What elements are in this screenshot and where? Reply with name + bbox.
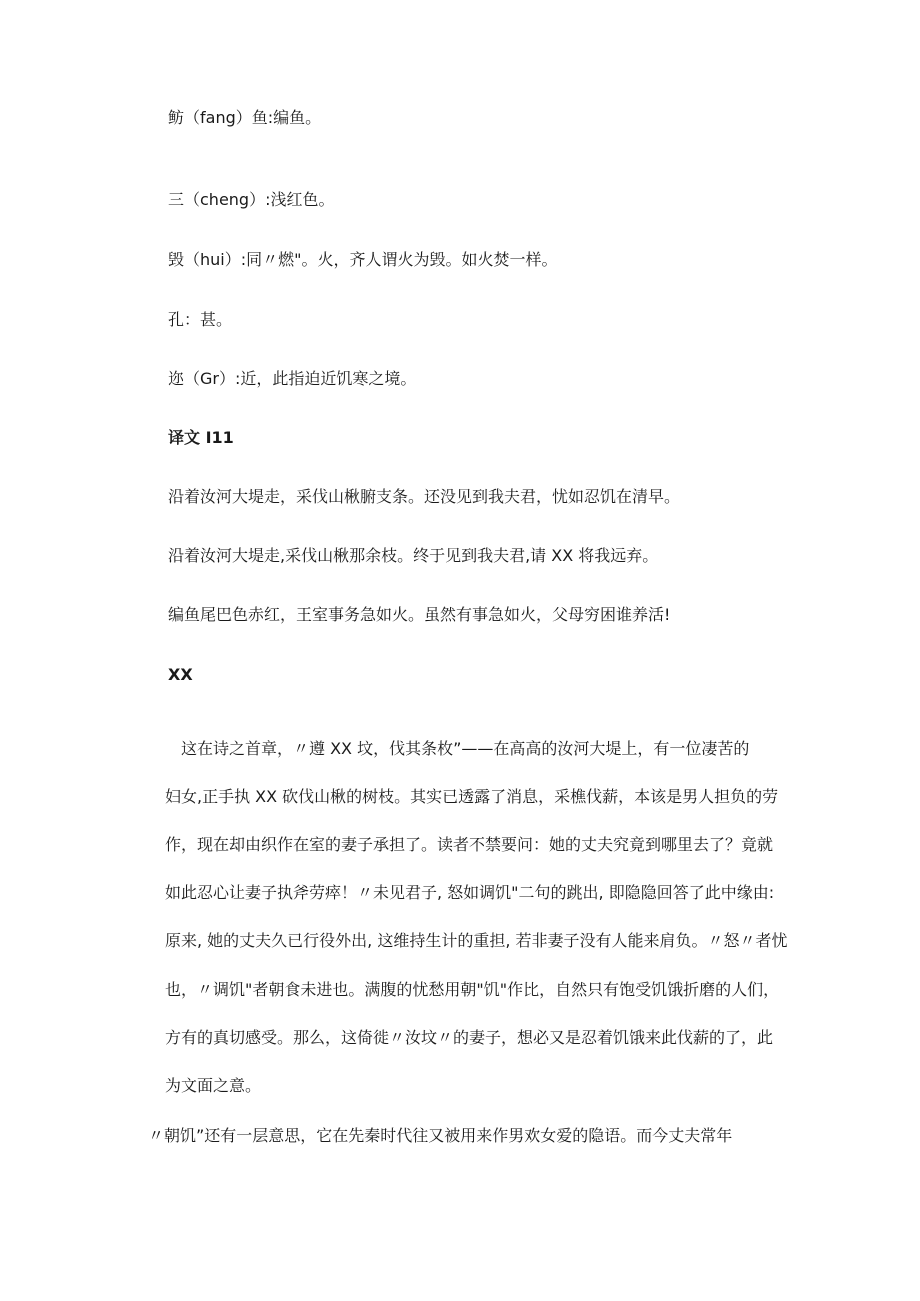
analysis-line-2: 妇女,正手执 XX 砍伐山楸的树枝。其实已透露了消息，采樵伐薪，本该是男人担负的劳 bbox=[165, 787, 779, 806]
translation-heading: 译文 I11 bbox=[168, 428, 234, 447]
analysis-heading: XX bbox=[168, 665, 193, 684]
translation-line-3: 编鱼尾巴色赤红，王室事务急如火。虽然有事急如火，父母穷困谁养活! bbox=[168, 605, 671, 624]
translation-line-2: 沿着汝河大堤走,采伐山楸那余枝。终于见到我夫君,请 XX 将我远弃。 bbox=[168, 546, 659, 565]
note-fang-fish: 鲂（fang）鱼:编鱼。 bbox=[168, 108, 322, 127]
analysis-line-7: 方有的真切感受。那么，这倚徙〃汝坟〃的妻子，想必又是忍着饥饿来此伐薪的了，此 bbox=[165, 1028, 774, 1047]
analysis-line-9: 〃朝饥”还有一层意思，它在先秦时代往又被用来作男欢女爱的隐语。而今丈夫常年 bbox=[148, 1126, 733, 1145]
note-cheng: 三（cheng）:浅红色。 bbox=[168, 190, 335, 209]
analysis-line-8: 为文面之意。 bbox=[165, 1076, 262, 1095]
analysis-line-4: 如此忍心让妻子执斧劳瘁！〃未见君子, 怒如调饥"二句的跳出, 即隐隐回答了此中缘由: bbox=[165, 883, 775, 902]
note-kong: 孔：甚。 bbox=[168, 310, 233, 329]
analysis-line-5: 原来, 她的丈夫久已行役外出, 这维持生计的重担, 若非妻子没有人能来肩负。〃怒〃者忧 bbox=[165, 931, 788, 950]
note-er: 迩（Gr）:近，此指迫近饥寒之境。 bbox=[168, 369, 417, 388]
analysis-line-6: 也，〃调饥"者朝食未进也。满腹的忧愁用朝"饥"作比，自然只有饱受饥饿折磨的人们， bbox=[165, 980, 780, 999]
translation-line-1: 沿着汝河大堤走，采伐山楸腑支条。还没见到我夫君，忧如忍饥在清早。 bbox=[168, 487, 681, 506]
analysis-line-1: 这在诗之首章，〃遵 XX 坟，伐其条枚”——在高高的汝河大堤上，有一位凄苦的 bbox=[165, 739, 750, 758]
note-hui: 毁（hui）:同〃燃"。火，齐人谓火为毁。如火焚一样。 bbox=[168, 250, 558, 269]
analysis-line-3: 作，现在却由织作在室的妻子承担了。读者不禁要问：她的丈夫究竟到哪里去了？竟就 bbox=[165, 835, 774, 854]
